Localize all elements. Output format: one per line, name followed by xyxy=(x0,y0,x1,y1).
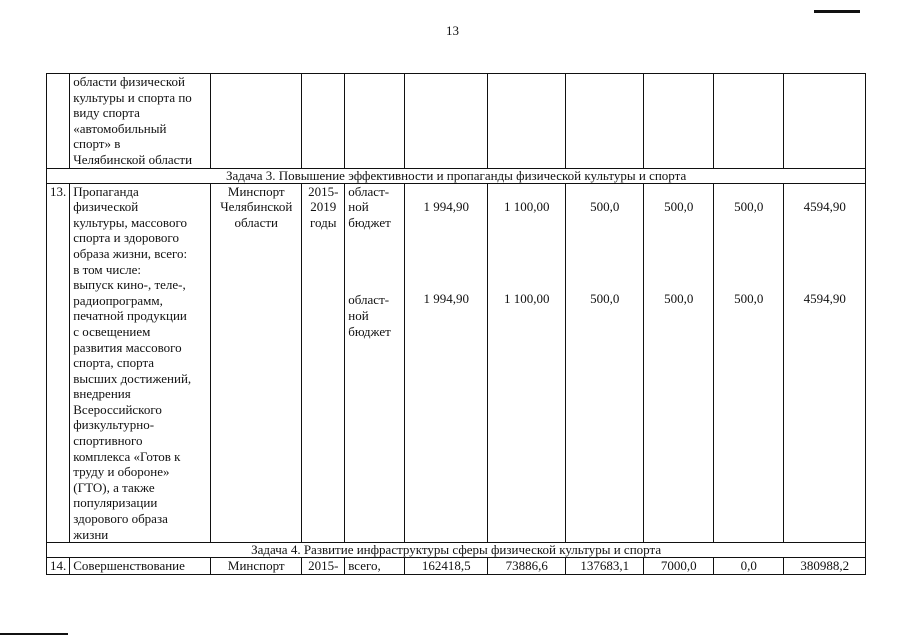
row-number: 14. xyxy=(47,558,70,575)
amount-cell xyxy=(405,183,488,543)
text-line: годы xyxy=(310,214,337,230)
executor-cell: Минспорт xyxy=(211,558,302,575)
activity-name-cell xyxy=(70,183,211,543)
amount-cell xyxy=(488,183,566,543)
text-line: Пропаганда xyxy=(73,183,139,199)
amount-value: 500,0 xyxy=(590,291,620,307)
amount-value: 500,0 xyxy=(590,198,620,214)
total-cell xyxy=(784,183,866,543)
text-line: жизни xyxy=(73,526,109,542)
amount-cell: 7000,0 xyxy=(644,558,714,575)
text-line: культуры и спорта по xyxy=(73,89,192,105)
total-cell: 380988,2 xyxy=(784,558,866,575)
amount-cell xyxy=(714,183,784,543)
text-line: области xyxy=(234,214,278,230)
amount-cell: 73886,6 xyxy=(488,558,566,575)
text-line: культуры, массового xyxy=(73,214,187,230)
cont-name-cell xyxy=(70,74,211,169)
text-line: печатной продукции xyxy=(73,308,187,324)
amount-value: 1 100,00 xyxy=(504,198,550,214)
scan-mark xyxy=(0,633,68,635)
text-line: ной xyxy=(348,199,369,215)
text-line: 2015- xyxy=(308,183,339,199)
program-table xyxy=(46,73,866,575)
text-line: в том числе: xyxy=(73,261,142,277)
amount-value: 4594,90 xyxy=(803,198,846,214)
text-line: спортивного xyxy=(73,433,143,449)
text-line: бюджет xyxy=(348,323,391,339)
text-line: популяризации xyxy=(73,495,158,511)
amount-cell: 137683,1 xyxy=(566,558,644,575)
task-3-heading: Задача 3. Повышение эффективности и пропаганды физической культуры и спорта xyxy=(47,168,866,183)
task-4-heading: Задача 4. Развитие инфраструктуры сферы физической культуры и спорта xyxy=(47,543,866,558)
text-line: радиопрограмм, xyxy=(73,292,163,308)
text-line: труду и обороне» xyxy=(73,464,170,480)
amount-value: 4594,90 xyxy=(803,291,846,307)
page-number: 13 xyxy=(446,23,459,38)
text-line: Минспорт xyxy=(227,183,285,199)
period-cell xyxy=(302,183,345,543)
text-line: физической xyxy=(73,199,139,215)
text-line: образа жизни, всего: xyxy=(73,245,188,261)
funding-source-cell: всего, xyxy=(345,558,405,575)
text-line: высших достижений, xyxy=(73,370,192,386)
text-line: внедрения xyxy=(73,386,131,402)
text-line: области физической xyxy=(73,74,185,89)
amount-cell xyxy=(644,183,714,543)
amount-cell: 162418,5 xyxy=(405,558,488,575)
amount-value: 500,0 xyxy=(734,198,764,214)
amount-value: 500,0 xyxy=(734,291,764,307)
scan-mark xyxy=(814,10,860,13)
text-line: спорт» в xyxy=(73,136,121,152)
amount-value: 1 994,90 xyxy=(423,198,469,214)
amount-value: 500,0 xyxy=(664,198,694,214)
text-line: Всероссийского xyxy=(73,401,162,417)
funding-source-cell xyxy=(345,183,405,543)
text-line: област- xyxy=(348,292,390,308)
text-line: област- xyxy=(348,183,390,199)
text-line: (ГТО), а также xyxy=(73,479,155,495)
table-row xyxy=(47,558,866,575)
amount-cell: 0,0 xyxy=(714,558,784,575)
text-line: «автомобильный xyxy=(73,120,167,136)
text-line: здорового образа xyxy=(73,511,168,527)
text-line: выпуск кино-, теле-, xyxy=(73,277,186,293)
table-row xyxy=(47,74,866,169)
text-line: 2019 xyxy=(310,199,337,215)
text-line: физкультурно- xyxy=(73,417,155,433)
text-line: развития массового xyxy=(73,339,182,355)
row-number: 13. xyxy=(47,183,70,543)
text-line: Челябинской области xyxy=(73,151,193,167)
amount-value: 1 100,00 xyxy=(504,291,550,307)
amount-value: 500,0 xyxy=(664,291,694,307)
task-heading-row xyxy=(47,543,866,558)
text-line: бюджет xyxy=(348,214,391,230)
text-line: Челябинской xyxy=(220,199,293,215)
text-line: с освещением xyxy=(73,323,151,339)
text-line: спорта, спорта xyxy=(73,355,155,371)
amount-cell xyxy=(566,183,644,543)
executor-cell xyxy=(211,183,302,543)
text-line: комплекса «Готов к xyxy=(73,448,181,464)
amount-value: 1 994,90 xyxy=(423,291,469,307)
text-line: ной xyxy=(348,307,369,323)
text-line: виду спорта xyxy=(73,105,140,121)
task-heading-row xyxy=(47,168,866,183)
table-row xyxy=(47,183,866,543)
period-cell: 2015- xyxy=(302,558,345,575)
activity-name-cell: Совершенствование xyxy=(70,558,211,575)
text-line: спорта и здорового xyxy=(73,230,179,246)
